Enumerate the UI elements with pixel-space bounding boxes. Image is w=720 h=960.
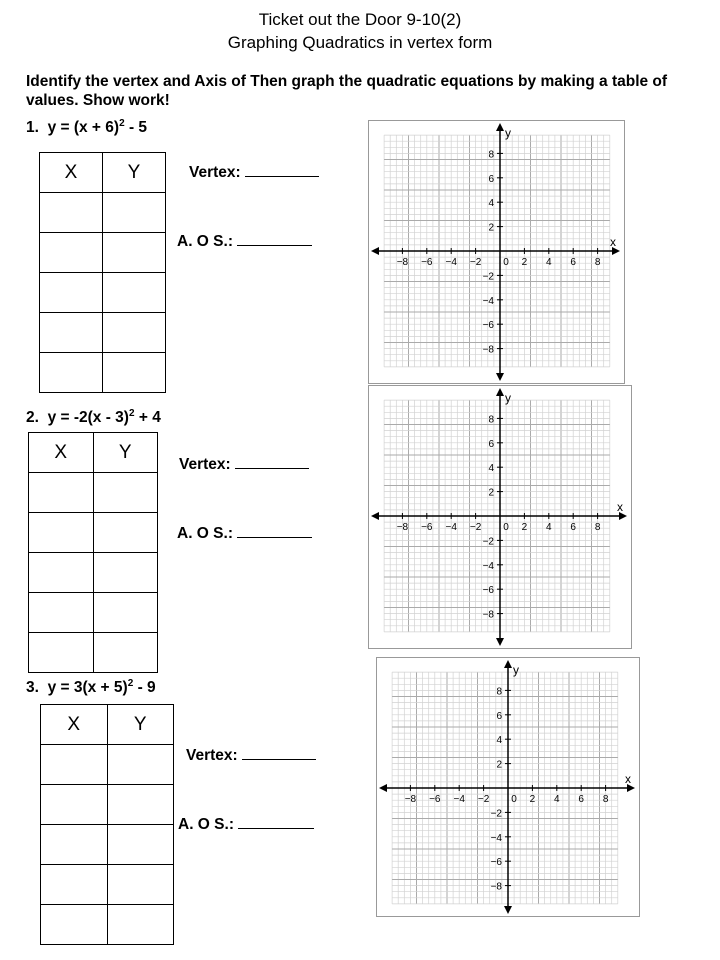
- table-cell[interactable]: [40, 353, 103, 393]
- table-cell[interactable]: [40, 313, 103, 353]
- x-tick-label: 6: [570, 257, 576, 268]
- y-tick-label: 6: [488, 438, 494, 450]
- y-axis-label: y: [513, 663, 519, 677]
- y-tick-label: 8: [488, 414, 494, 426]
- table-cell[interactable]: [93, 553, 158, 593]
- coordinate-grid-1[interactable]: [368, 120, 625, 384]
- table-cell[interactable]: [103, 353, 166, 393]
- vertex-label: Vertex:: [186, 747, 238, 764]
- table-cell[interactable]: [29, 593, 94, 633]
- col-header-y: Y: [93, 433, 158, 473]
- x-axis-label: x: [617, 500, 623, 514]
- col-header-x: X: [29, 433, 94, 473]
- table-cell[interactable]: [40, 233, 103, 273]
- vertex-blank[interactable]: [245, 162, 319, 177]
- x-tick-label: 6: [578, 794, 584, 805]
- vertex-label: Vertex:: [179, 456, 231, 473]
- x-axis-arrow-left: [371, 512, 379, 520]
- grid-svg[interactable]: [377, 658, 639, 916]
- y-axis-label: y: [505, 126, 511, 140]
- table-cell[interactable]: [103, 193, 166, 233]
- table-cell[interactable]: [107, 785, 174, 825]
- y-tick-label: −6: [490, 857, 502, 869]
- table-cell[interactable]: [29, 633, 94, 673]
- equation-main: y = (x + 6): [47, 119, 120, 137]
- x-tick-label: 4: [546, 257, 552, 268]
- equation-exponent: 2: [127, 678, 134, 689]
- x-tick-label: 2: [521, 522, 528, 533]
- y-tick-label: 2: [488, 487, 494, 499]
- y-tick-label: 2: [496, 759, 502, 771]
- problem-2-equation: [26, 408, 161, 427]
- y-axis-arrow-up: [504, 660, 512, 668]
- table-cell[interactable]: [41, 745, 108, 785]
- grid-svg[interactable]: [369, 386, 631, 648]
- aos-answer-3: [178, 814, 314, 834]
- table-cell[interactable]: [41, 865, 108, 905]
- equation-tail: - 5: [124, 119, 148, 137]
- y-tick-label: −8: [490, 881, 502, 893]
- page-title: Ticket out the Door 9-10(2): [258, 10, 462, 29]
- x-tick-label: −8: [396, 522, 409, 533]
- table-cell[interactable]: [103, 273, 166, 313]
- equation-exponent: 2: [128, 408, 135, 419]
- problem-number: 2.: [26, 409, 39, 427]
- x-tick-label: −2: [469, 522, 482, 533]
- table-cell[interactable]: [41, 785, 108, 825]
- x-axis-label: x: [610, 235, 616, 249]
- table-cell[interactable]: [107, 825, 174, 865]
- y-tick-label: −2: [482, 536, 494, 548]
- x-tick-label: −4: [445, 257, 457, 268]
- y-tick-label: 8: [496, 686, 502, 698]
- y-tick-label: 8: [488, 149, 494, 161]
- y-tick-label: −6: [482, 585, 494, 597]
- vertex-answer-1: [189, 162, 319, 182]
- y-tick-label: 2: [488, 222, 494, 234]
- x-tick-label: −2: [477, 794, 490, 805]
- x-tick-label: −4: [445, 522, 457, 533]
- y-tick-label: −4: [482, 560, 494, 572]
- table-of-values-2: [28, 432, 158, 673]
- x-tick-label: 2: [521, 257, 528, 268]
- aos-label: A. O S.:: [178, 816, 234, 833]
- x-tick-label: 6: [570, 522, 576, 533]
- y-tick-label: −2: [482, 271, 494, 283]
- y-tick-label: 4: [496, 735, 502, 747]
- equation-exponent: 2: [119, 118, 125, 129]
- aos-label: A. O S.:: [177, 233, 233, 250]
- x-tick-label: 4: [546, 522, 552, 533]
- aos-blank[interactable]: [237, 523, 312, 538]
- x-tick-label: −8: [404, 794, 417, 805]
- x-axis-label: x: [625, 772, 631, 786]
- y-axis-label: y: [505, 391, 511, 405]
- equation-main: y = -2(x - 3): [47, 409, 129, 427]
- col-header-y: Y: [107, 705, 174, 745]
- coordinate-grid-3[interactable]: [376, 657, 640, 917]
- y-axis-arrow-up: [496, 123, 504, 131]
- aos-label: A. O S.:: [177, 525, 233, 542]
- x-tick-label: 8: [594, 522, 601, 533]
- y-tick-label: −2: [490, 808, 502, 820]
- x-tick-label: 0: [511, 794, 517, 805]
- y-tick-label: 6: [488, 173, 494, 185]
- equation-main: y = 3(x + 5): [47, 679, 128, 697]
- x-tick-label: −4: [453, 794, 465, 805]
- table-cell[interactable]: [93, 473, 158, 513]
- table-cell[interactable]: [103, 313, 166, 353]
- table-cell[interactable]: [93, 593, 158, 633]
- vertex-answer-2: [179, 454, 309, 474]
- problem-3-equation: [26, 678, 156, 697]
- col-header-x: X: [41, 705, 108, 745]
- problem-1-equation: [26, 118, 147, 137]
- x-tick-label: −8: [396, 257, 409, 268]
- x-tick-label: −2: [469, 257, 482, 268]
- table-cell[interactable]: [107, 745, 174, 785]
- equation-tail: + 4: [134, 409, 161, 427]
- table-cell[interactable]: [41, 905, 108, 945]
- instructions: Identify the vertex and Axis of Then graph the quadratic equations by making a table of values. Show work!: [26, 73, 668, 109]
- problem-number: 1.: [26, 119, 39, 137]
- page-subtitle: Graphing Quadratics in vertex form: [227, 33, 493, 52]
- aos-answer-1: [177, 231, 312, 251]
- y-axis-arrow-down: [496, 638, 504, 646]
- y-tick-label: −4: [490, 832, 502, 844]
- y-axis-arrow-up: [496, 388, 504, 396]
- table-cell[interactable]: [93, 633, 158, 673]
- y-tick-label: 4: [488, 198, 494, 210]
- col-header-y: Y: [103, 153, 166, 193]
- col-header-x: X: [40, 153, 103, 193]
- aos-answer-2: [177, 523, 312, 543]
- vertex-blank[interactable]: [235, 454, 309, 469]
- x-tick-label: 0: [503, 522, 509, 533]
- x-tick-label: 4: [554, 794, 560, 805]
- table-cell[interactable]: [40, 193, 103, 233]
- x-tick-label: −6: [421, 257, 433, 268]
- table-cell[interactable]: [107, 905, 174, 945]
- vertex-blank[interactable]: [242, 745, 316, 760]
- y-tick-label: −6: [482, 320, 494, 332]
- table-cell[interactable]: [29, 473, 94, 513]
- x-tick-label: 8: [602, 794, 609, 805]
- table-cell[interactable]: [41, 825, 108, 865]
- table-cell[interactable]: [93, 513, 158, 553]
- x-tick-label: −6: [421, 522, 433, 533]
- table-cell[interactable]: [107, 865, 174, 905]
- vertex-answer-3: [186, 745, 316, 765]
- table-cell[interactable]: [40, 273, 103, 313]
- x-axis-arrow-left: [379, 784, 387, 792]
- y-tick-label: −8: [482, 609, 494, 621]
- y-tick-label: 4: [488, 463, 494, 475]
- y-tick-label: −8: [482, 344, 494, 356]
- y-axis-arrow-down: [496, 373, 504, 381]
- y-tick-label: −4: [482, 295, 494, 307]
- equation-tail: - 9: [133, 679, 156, 697]
- vertex-label: Vertex:: [189, 164, 241, 181]
- table-cell[interactable]: [103, 233, 166, 273]
- table-cell[interactable]: [29, 513, 94, 553]
- problem-number: 3.: [26, 679, 39, 697]
- x-axis-arrow-left: [371, 247, 379, 255]
- grid-svg[interactable]: [369, 121, 624, 383]
- y-axis-arrow-down: [504, 906, 512, 914]
- table-of-values-3: [40, 704, 174, 945]
- x-tick-label: 8: [594, 257, 601, 268]
- coordinate-grid-2[interactable]: [368, 385, 632, 649]
- x-tick-label: −6: [429, 794, 441, 805]
- aos-blank[interactable]: [238, 814, 314, 829]
- x-tick-label: 0: [503, 257, 509, 268]
- table-cell[interactable]: [29, 553, 94, 593]
- aos-blank[interactable]: [237, 231, 312, 246]
- x-tick-label: 2: [529, 794, 536, 805]
- y-tick-label: 6: [496, 710, 502, 722]
- table-of-values-1: [39, 152, 166, 393]
